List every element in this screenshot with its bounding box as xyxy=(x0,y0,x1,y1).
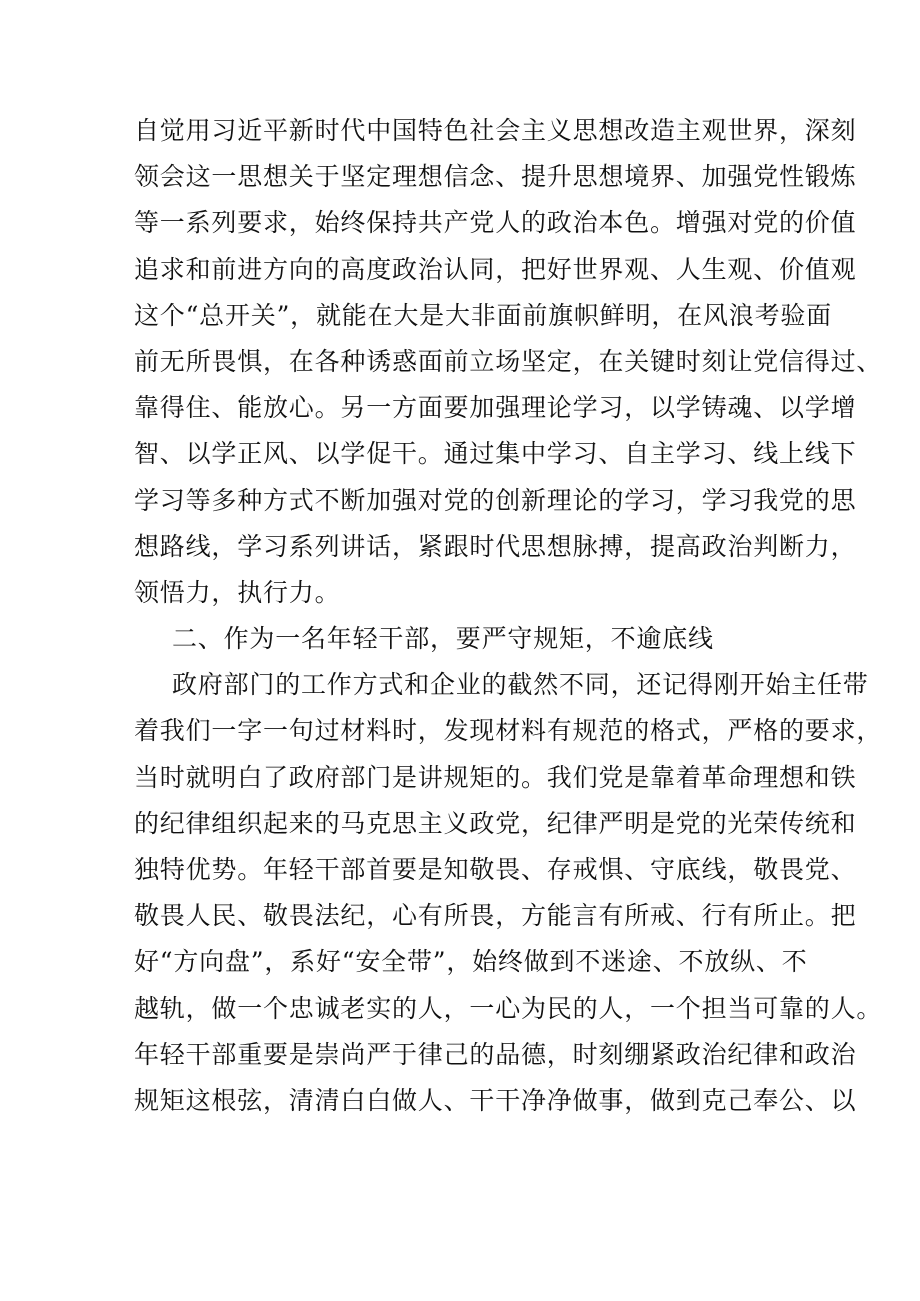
text-line: 领会这一思想关于坚定理想信念、提升思想境界、加强党性锻炼 xyxy=(134,162,857,192)
paragraph-start-line: 政府部门的工作方式和企业的截然不同，还记得刚开始主任带 xyxy=(172,670,869,700)
text-line: 想路线，学习系列讲话，紧跟时代思想脉搏，提高政治判断力， xyxy=(134,531,857,561)
text-line: 的纪律组织起来的马克思主义政党，纪律严明是党的光荣传统和 xyxy=(134,808,857,838)
text-line: 学习等多种方式不断加强对党的创新理论的学习，学习我党的思 xyxy=(134,485,857,515)
text-line: 越轨，做一个忠诚老实的人，一心为民的人，一个担当可靠的人。 xyxy=(134,993,883,1023)
text-line: 等一系列要求，始终保持共产党人的政治本色。增强对党的价值 xyxy=(134,208,857,238)
text-line: 这个“总开关”，就能在大是大非面前旗帜鲜明，在风浪考验面 xyxy=(134,300,832,330)
section-heading: 二、作为一名年轻干部，要严守规矩，不逾底线 xyxy=(172,624,714,654)
text-line: 靠得住、能放心。另一方面要加强理论学习，以学铸魂、以学增 xyxy=(134,393,857,423)
text-line: 独特优势。年轻干部首要是知敬畏、存戒惧、守底线，敬畏党、 xyxy=(134,855,857,884)
text-line: 敬畏人民、敬畏法纪，心有所畏，方能言有所戒、行有所止。把 xyxy=(134,901,857,931)
text-line: 智、以学正风、以学促干。通过集中学习、自主学习、线上线下 xyxy=(134,439,857,469)
text-line: 好“方向盘”，系好“安全带”，始终做到不迷途、不放纵、不 xyxy=(134,947,808,977)
text-line: 前无所畏惧，在各种诱惑面前立场坚定，在关键时刻让党信得过、 xyxy=(134,346,883,376)
text-line: 年轻干部重要是崇尚严于律己的品德，时刻绷紧政治纪律和政治 xyxy=(134,1039,857,1069)
text-line: 领悟力，执行力。 xyxy=(134,577,341,607)
text-line: 追求和前进方向的高度政治认同，把好世界观、人生观、价值观 xyxy=(134,254,857,284)
text-line: 规矩这根弦，清清白白做人、干干净净做事，做到克己奉公、以 xyxy=(134,1085,857,1115)
text-line: 自觉用习近平新时代中国特色社会主义思想改造主观世界，深刻 xyxy=(134,116,857,145)
body-text xyxy=(134,108,883,1124)
text-line: 当时就明白了政府部门是讲规矩的。我们党是靠着革命理想和铁 xyxy=(134,762,857,792)
text-line: 着我们一字一句过材料时，发现材料有规范的格式，严格的要求， xyxy=(134,716,883,746)
